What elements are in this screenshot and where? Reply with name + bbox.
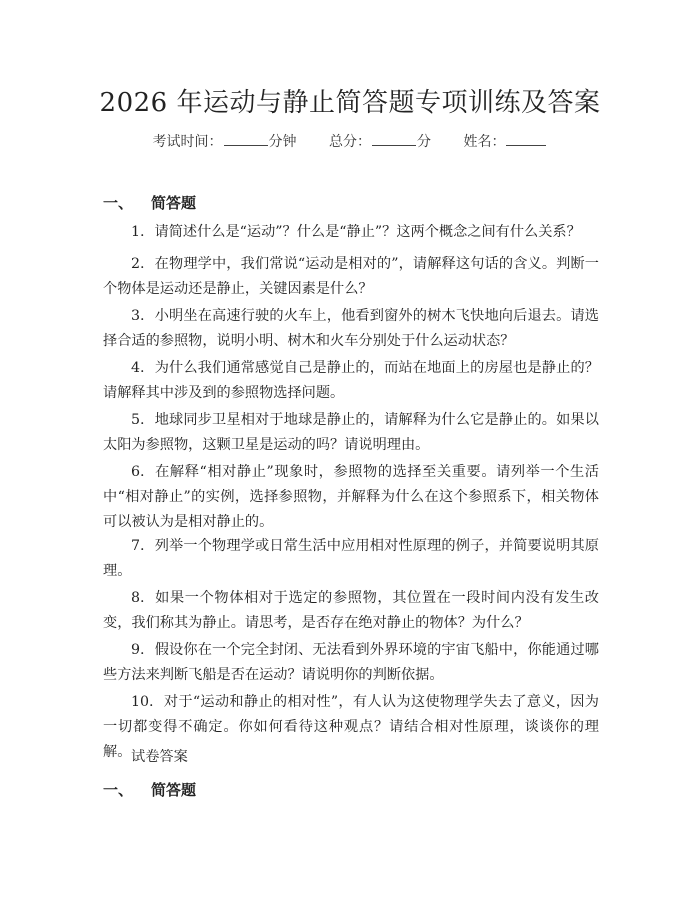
exam-time-unit: 分钟 (268, 134, 297, 150)
question-number: 5. (131, 412, 145, 428)
answer-section-heading (103, 779, 196, 800)
question-item (103, 586, 599, 636)
exam-time-field (153, 134, 297, 150)
question-item (103, 220, 599, 245)
section-heading (103, 192, 196, 213)
question-item (103, 252, 599, 302)
section-number: 一、 (103, 194, 134, 212)
question-text: 小明坐在高速行驶的火车上，他看到窗外的树木飞快地向后退去。请选择合适的参照物，说明小明、树木和火车分别处于什么运动状态？ (103, 308, 599, 349)
question-number: 3. (131, 308, 145, 324)
page-title: 2026 年运动与静止简答题专项训练及答案 (99, 88, 601, 118)
score-label: 总分： (329, 134, 371, 150)
name-blank (506, 133, 546, 146)
section-title: 简答题 (151, 781, 197, 799)
score-field (329, 134, 431, 150)
question-number: 7. (131, 538, 145, 554)
exam-time-blank (224, 133, 268, 146)
answers-label: 试卷答案 (131, 749, 188, 765)
question-text: 在物理学中，我们常说“运动是相对的”，请解释这句话的含义。判断一个物体是运动还是静止，关键因素是什么？ (103, 256, 599, 297)
question-number: 8. (131, 590, 145, 606)
exam-time-label: 考试时间： (152, 134, 223, 150)
question-number: 10. (131, 694, 154, 710)
question-text: 列举一个物理学或日常生活中应用相对性原理的例子，并简要说明其原理。 (103, 538, 599, 579)
question-text: 如果一个物体相对于选定的参照物，其位置在一段时间内没有发生改变，我们称其为静止。请思考，是否存在绝对静止的物体？为什么？ (103, 590, 599, 631)
score-blank (372, 133, 416, 146)
question-item (103, 638, 599, 688)
question-text: 对于“运动和静止的相对性”，有人认为这使物理学失去了意义，因为一切都变得不确定。你如何看待这种观点？请结合相对性原理，谈谈你的理解。 (103, 694, 599, 760)
question-number: 4. (131, 360, 145, 376)
question-number: 6. (131, 464, 145, 480)
question-item (103, 534, 599, 584)
question-item (103, 304, 599, 354)
exam-meta-line (0, 131, 700, 151)
question-item (103, 460, 599, 535)
question-text: 请简述什么是“运动”？什么是“静止”？这两个概念之间有什么关系？ (154, 224, 581, 240)
question-number: 1. (131, 224, 145, 240)
question-number: 9. (131, 642, 145, 658)
question-item (103, 408, 599, 458)
question-text: 在解释“相对静止”现象时，参照物的选择至关重要。请列举一个生活中“相对静止”的实例，选择参照物，并解释为什么在这个参照系下，相关物体可以被认为是相对静止的。 (103, 464, 599, 530)
question-number: 2. (131, 256, 145, 272)
question-text: 地球同步卫星相对于地球是静止的，请解释为什么它是静止的。如果以太阳为参照物，这颗卫星是运动的吗？请说明理由。 (103, 412, 599, 453)
question-text: 为什么我们通常感觉自己是静止的，而站在地面上的房屋也是静止的？请解释其中涉及到的参照物选择问题。 (103, 360, 599, 401)
question-text: 假设你在一个完全封闭、无法看到外界环境的宇宙飞船中，你能通过哪些方法来判断飞船是否在运动？请说明你的判断依据。 (103, 642, 599, 683)
section-title: 简答题 (151, 194, 197, 212)
section-number: 一、 (103, 781, 134, 799)
name-field (463, 134, 547, 150)
name-label: 姓名： (463, 134, 506, 150)
question-item (103, 356, 599, 406)
score-unit: 分 (417, 134, 431, 150)
